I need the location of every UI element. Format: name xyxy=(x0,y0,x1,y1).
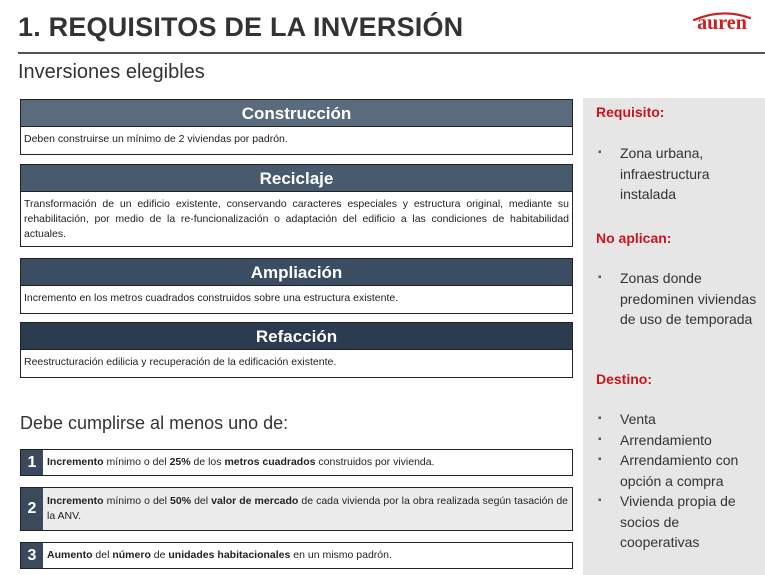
emphasis-text: Aumento xyxy=(47,549,93,561)
square-bullet-icon: ▪ xyxy=(598,454,602,465)
plain-text: de xyxy=(150,549,169,561)
requirement-number: 3 xyxy=(21,543,43,568)
sidebar-list-item-text: Zona urbana, infraestructura instalada xyxy=(620,145,710,202)
requirement-row-2 xyxy=(20,487,573,531)
plain-text: construidos por vivienda. xyxy=(315,456,435,468)
sidebar-list-item xyxy=(596,143,762,205)
logo-text: auren xyxy=(697,12,747,34)
sidebar-list-item xyxy=(596,268,762,330)
emphasis-text: valor de mercado xyxy=(211,495,299,507)
category-header-ampliacion: Ampliación xyxy=(20,258,573,286)
emphasis-text: 25% xyxy=(169,456,191,468)
square-bullet-icon: ▪ xyxy=(598,147,602,158)
requirement-text xyxy=(43,543,572,568)
page-title: 1. REQUISITOS DE LA INVERSIÓN xyxy=(18,12,464,42)
requisito-list xyxy=(596,143,762,205)
section-subtitle: Inversiones elegibles xyxy=(18,61,205,83)
requirement-number: 2 xyxy=(21,488,43,530)
sidebar-list-item-text: Venta xyxy=(620,411,656,427)
category-description-refaccion: Reestructuración edilicia y recuperación de la edificación existente. xyxy=(20,350,573,378)
category-description-reciclaje: Transformación de un edificio existente, conservando caracteres especiales y estructura original, mediante su rehabilitación, por medio de la re-funcionalización o adaptación del edificio a las condiciones de habitabilidad actuales. xyxy=(20,192,573,247)
sidebar-list-item xyxy=(596,430,762,451)
category-description-ampliacion: Incremento en los metros cuadrados construidos sobre una estructura existente. xyxy=(20,286,573,314)
requirement-number: 1 xyxy=(21,450,43,475)
category-header-reciclaje: Reciclaje xyxy=(20,164,573,192)
requirement-row-3 xyxy=(20,542,573,569)
auren-logo xyxy=(688,10,756,36)
emphasis-text: número xyxy=(112,549,151,561)
plain-text: del xyxy=(92,549,113,561)
requirement-text-content xyxy=(47,494,571,524)
sidebar-list-item-text: Arrendamiento con opción a compra xyxy=(620,452,739,489)
emphasis-text: Incremento xyxy=(47,456,104,468)
destino-list xyxy=(596,409,762,553)
emphasis-text: unidades habitacionales xyxy=(168,549,291,561)
requisito-label: Requisito: xyxy=(596,104,665,120)
requirement-text-content xyxy=(47,455,435,470)
requirements-heading: Debe cumplirse al menos uno de: xyxy=(20,413,289,433)
no-aplican-label: No aplican: xyxy=(596,230,672,246)
sidebar-list-item xyxy=(596,409,762,430)
destino-label: Destino: xyxy=(596,371,652,387)
plain-text: mínimo o del xyxy=(103,495,171,507)
sidebar-list-item xyxy=(596,450,762,491)
plain-text: de los xyxy=(190,456,225,468)
sidebar-list-item xyxy=(596,491,762,553)
sidebar-list-item-text: Vivienda propia de socios de cooperativas xyxy=(620,493,736,550)
category-header-construccion: Construcción xyxy=(20,99,573,127)
plain-text: en un mismo padrón. xyxy=(290,549,392,561)
square-bullet-icon: ▪ xyxy=(598,413,602,424)
plain-text: del xyxy=(191,495,212,507)
sidebar-list-item-text: Arrendamiento xyxy=(620,431,712,448)
title-divider xyxy=(18,52,765,54)
plain-text: mínimo o del xyxy=(103,456,170,468)
emphasis-text: metros cuadrados xyxy=(224,456,316,468)
requirement-text-content xyxy=(47,548,392,563)
sidebar-list-item-text: Zonas donde predominen viviendas de uso de temporada xyxy=(620,270,757,327)
square-bullet-icon: ▪ xyxy=(598,433,602,445)
plain-text: de cada vivienda por la obra realizada según tasación de la ANV. xyxy=(47,495,571,522)
category-header-refaccion: Refacción xyxy=(20,322,573,350)
no-aplican-list xyxy=(596,268,762,330)
requirement-row-1 xyxy=(20,449,573,476)
emphasis-text: Incremento xyxy=(47,495,104,507)
requirement-text xyxy=(43,488,572,530)
square-bullet-icon: ▪ xyxy=(598,495,602,506)
category-description-construccion: Deben construirse un mínimo de 2 viviendas por padrón. xyxy=(20,127,573,155)
square-bullet-icon: ▪ xyxy=(598,272,602,283)
requirement-text xyxy=(43,450,572,475)
emphasis-text: 50% xyxy=(170,495,192,507)
